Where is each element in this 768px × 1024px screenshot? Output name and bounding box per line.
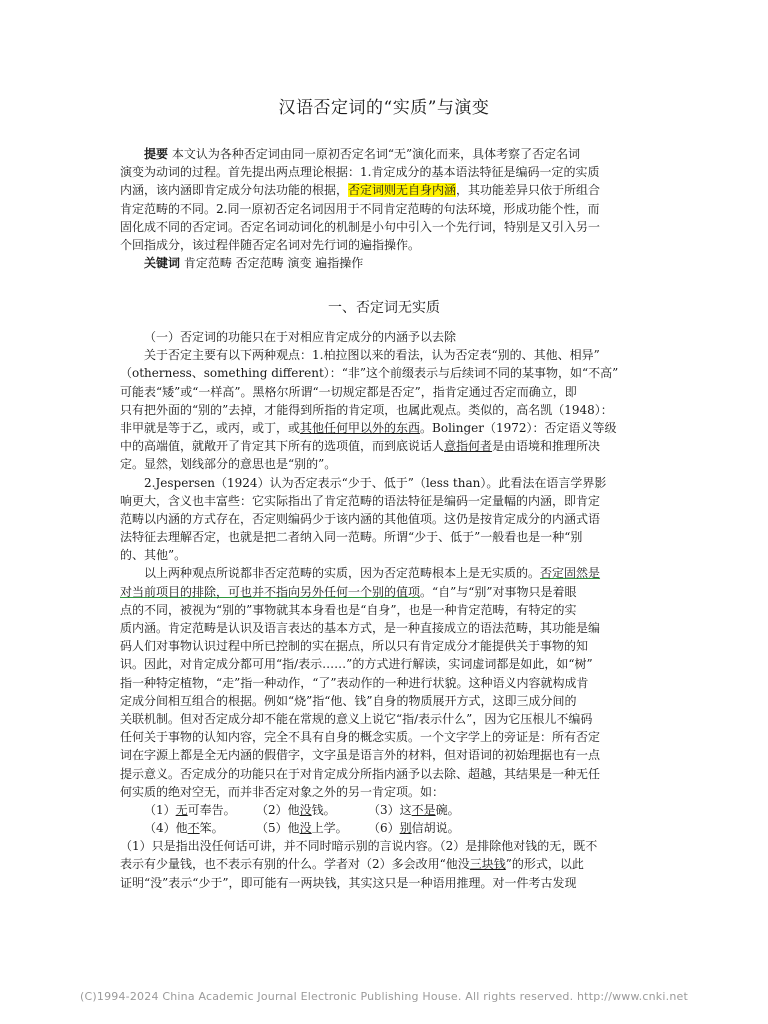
green-underlined-text: 否定固然是 [540, 566, 601, 581]
body-text: （一）否定词的功能只在于对相应肯定成分的内涵予以去除 关于否定主要有以下两种观点：1.柏拉图以来的看法，认为否定表“别的、其他、相异” （otherness、something different）：“非”这个前缀表示与后续词不同的某事物，如“不高” 可能表“矮”或“一样高”。黑格尔所谓“一切规定都是否定”，指肯定通过否定而确立，即 只有把外面的“别的”去掉，才能得到所指的肯定项，也属此观点。类似的，高名凯（1948）： 非甲就是等于乙，或丙，或丁，或其他任何甲以外的东西。Bolinger（1972）：否定语义等级 中的高端值，就敞开了肯定其下所有的选项值，而到底说话人意指何者是由语境和推理所决 定。显然，划线部分的意思也是“别的”。 2.Jespersen（1924）认为否定表示“少于、低于”（less than）。此看法在语言学界影 响更大，含义也丰富些：它实际指出了肯定范畴的语法特征是编码一定量幅的内涵，即肯定 范畴以内涵的方式存在，否定则编码少于该内涵的其他值项。这仍是按肯定成分的内涵式语 法特征去理解否定，也就是把二者纳入同一范畴。所谓“少于、低于”一般看也是一种“别 的、其他”。 以上两种观点所说都非否定范畴的实质，因为否定范畴根本上是无实质的。否定固然是 对当前项目的排除，可也并不指向另外任何一个别的值项。“自”与“别”对事物只是着眼 点的不同，被视为“别的”事物就其本身看也是“自身”，也是一种肯定范畴，有特定的实 质内涵。肯定范畴是认识及语言表达的基本方式，是一种直接成立的语法范畴，其功能是编 码人们对事物认识过程中所已控制的实在据点，所以只有肯定成分才能提供关于事物的知 识。因此，对肯定成分都可用“指/表示……”的方式进行解读，实词虚词都是如此，如“树” 指一种特定植物，“走”指一种动作，“了”表动作的一种进行状貌。这种语义内容就构成肯 定成分间相互组合的根据。例如“烧”指“他、钱”自身的物质展开方式，这即三成分间的 关联机制。但对否定成分却不能在常规的意义上说它“指/表示什么”，因为它压根儿不编码 任何关于事物的认知内容，完全不具有自身的概念实质。一个文字学上的旁证是：所有否定 词在字源上都是全无内涵的假借字，文字虽是语言外的材料，但对语词的初始理据也有一点 提示意义。否定成分的功能只在于对肯定成分所指内涵予以去除、超越，其结果是一种无任 何实质的绝对空无，而并非否定对象之外的另一肯定项。如： （1）无可奉告。 （2）他没钱。 （3）这不是碗。 （4）他不笨。 （5）他没上学。 （6）别信胡说。 （1）只是指出没任何话可讲，并不同时暗示别的言说内容。（2）是排除他对钱的无，既不 表示有少量钱，也不表示有别的什么。学者对（2）多会改用“他没三块钱”的形式，以此 证明“没”表示“少于”，即可能有一两块钱，其实这只是一种语用推理。对一件考古发现 [120, 328, 660, 892]
underlined-text: 意指何者 [444, 439, 493, 454]
abstract: 提要 本文认为各种否定词由同一原初否定名词“无”演化而来，具体考察了否定名词 演变为动词的过程。首先提出两点理论根据：1.肯定成分的基本语法特征是编码一定的实质 内涵，该内涵即肯定成分句法功能的根据，否定词则无自身内涵，其功能差异只依于所组合 肯定范畴的不同。2.同一原初否定名词因用于不同肯定范畴的句法环境，形成功能个性，而 固化成不同的否定词。否定名词动词化的机制是小句中引入一个先行词，特别是又引入另一 个回指成分，该过程伴随否定名词对先行词的遍指操作。 关键词 肯定范畴 否定范畴 演变 遍指操作 [120, 145, 660, 272]
highlighted-text: 否定词则无自身内涵 [348, 183, 457, 198]
example-row-1: （1）无可奉告。 （2）他没钱。 （3）这不是碗。 [144, 802, 460, 817]
section-heading: 一、否定词无实质 [328, 300, 440, 316]
copyright-footer: (C)1994-2024 China Academic Journal Electronic Publishing House. All rights reserved. http://www.cnki.net [80, 990, 688, 1003]
keywords-label: 关键词 [144, 256, 181, 271]
example-row-2: （4）他不笨。 （5）他没上学。 （6）别信胡说。 [144, 821, 460, 836]
subsection-heading: （一）否定词的功能只在于对相应肯定成分的内涵予以去除 [144, 330, 457, 344]
underlined-text: 三块钱 [469, 857, 506, 872]
green-underlined-text: 对当前项目的排除，可也并不指向另外任何一个别的值项 [120, 584, 421, 599]
paper-title: 汉语否定词的“实质”与演变 [278, 98, 490, 118]
underlined-text: 其他任何甲以外的东西 [300, 420, 421, 435]
abstract-label: 提要 [144, 147, 169, 161]
keywords: 关键词 肯定范畴 否定范畴 演变 遍指操作 [144, 256, 364, 271]
